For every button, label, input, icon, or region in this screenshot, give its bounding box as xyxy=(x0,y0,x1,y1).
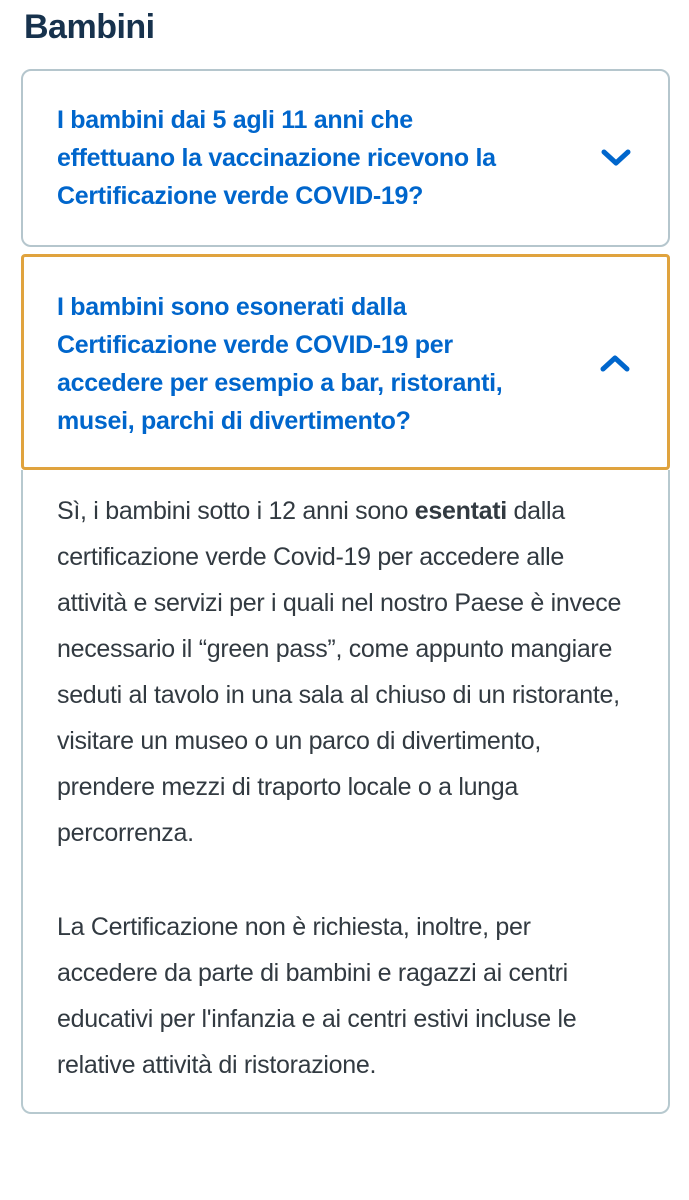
answer-bold-text: esentati xyxy=(414,497,507,525)
accordion-question-button-2[interactable] xyxy=(21,254,670,470)
chevron-up-icon[interactable] xyxy=(598,353,632,375)
accordion-answer-panel xyxy=(21,470,670,1114)
answer-paragraph-1 xyxy=(57,488,636,856)
accordion-question-button-1[interactable] xyxy=(21,69,670,247)
answer-paragraph-2: La Certificazione non è richiesta, inoltre, per accedere da parte di bambini e ragazzi ai centri educativi per l'infanzia e ai centri estivi incluse le relative attività di ristorazione. xyxy=(57,913,577,1079)
faq-accordion xyxy=(21,69,670,1114)
accordion-question-label: I bambini sono esonerati dalla Certificazione verde COVID-19 per accedere per esempio a bar, ristoranti, musei, parchi di divertimento? xyxy=(57,293,503,435)
page-title: Bambini xyxy=(24,8,155,46)
answer-text: dalla certificazione verde Covid-19 per accedere alle attività e servizi per i quali nel nostro Paese è invece necessario il “green pass”, come appunto mangiare seduti al tavolo in una sala al chiuso di un ristorante, visitare un museo o un parco di divertimento, prendere mezzi di traporto locale o a lunga percorrenza. xyxy=(57,497,622,847)
chevron-down-icon[interactable] xyxy=(599,147,633,169)
accordion-item-esonero xyxy=(21,254,670,1114)
accordion-item-vaccination xyxy=(21,69,670,247)
accordion-question-label: I bambini dai 5 agli 11 anni che effettuano la vaccinazione ricevono la Certificazione verde COVID-19? xyxy=(57,106,496,210)
answer-text: Sì, i bambini sotto i 12 anni sono xyxy=(57,497,415,525)
